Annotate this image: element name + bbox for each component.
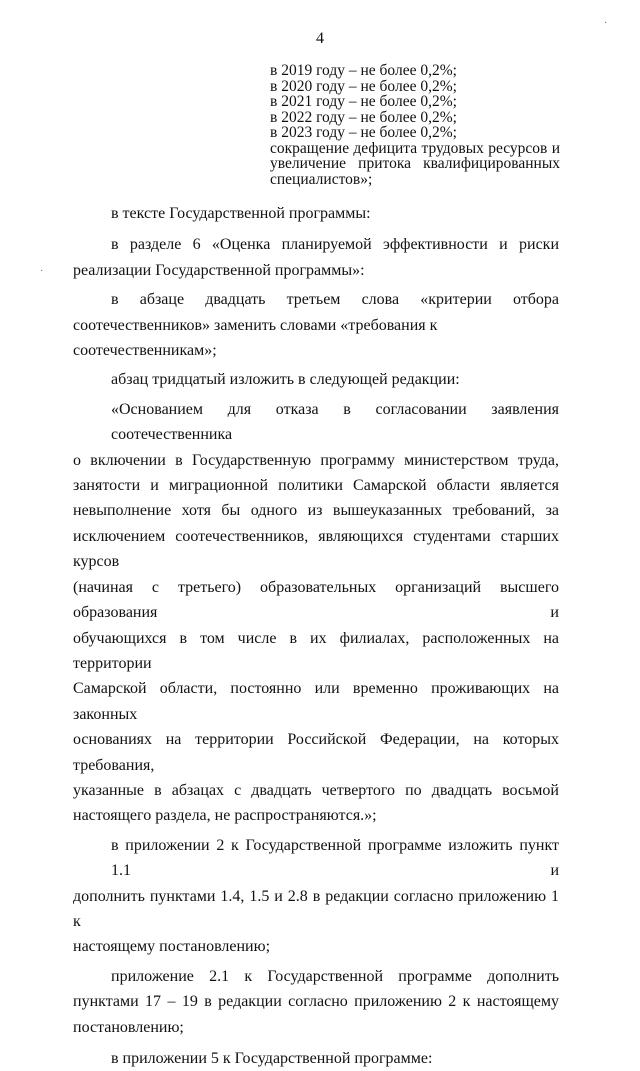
indicator-line-2022: в 2022 году – не более 0,2%; — [270, 108, 457, 126]
paragraph-appendix-2 — [73, 833, 559, 960]
new-wording-line-9: основаниях на территории Российской Федерации, на которых требования, — [73, 731, 559, 774]
new-wording-line-6: (начиная с третьего) образовательных организаций высшего образования и — [73, 578, 559, 622]
new-wording-line-11: настоящего раздела, не распространяются.»; — [73, 807, 377, 825]
paragraph-abzac-30: абзац тридцатый изложить в следующей редакции: — [111, 371, 460, 389]
indicator-line-2020: в 2020 году – не более 0,2%; — [270, 77, 457, 95]
expected-result-line-1: сокращение дефицита трудовых ресурсов и — [270, 139, 560, 157]
appendix-2-line-1: в приложении 2 к Государственной программе изложить пункт 1.1 и — [111, 836, 559, 880]
scan-speck: · — [40, 266, 44, 277]
new-wording-line-4: невыполнение хотя бы одного из вышеуказанных требований, за — [73, 502, 559, 520]
abzac-23-line-1: в абзаце двадцать третьем слова «критерии отбора — [111, 291, 559, 309]
new-wording-line-5: исключением соотечественников, являющихся студентами старших курсов — [73, 527, 559, 571]
appendix-2-1-line-2: пунктами 17 – 19 в редакции согласно приложению 2 к настоящему — [73, 993, 559, 1011]
new-wording-line-10: указанные в абзацах с двадцать четвертого по двадцать восьмой — [73, 781, 559, 799]
new-wording-line-7: обучающихся в том числе в их филиалах, расположенных на территории — [73, 629, 559, 672]
new-wording-line-1: «Основанием для отказа в согласовании заявления соотечественника — [111, 400, 559, 444]
indicator-line-2023: в 2023 году – не более 0,2%; — [270, 124, 457, 141]
appendix-2-line-2: дополнить пунктами 1.4, 1.5 и 2.8 в редакции согласно приложению 1 к — [73, 887, 559, 930]
section-6-line-1: в разделе 6 «Оценка планируемой эффективности и риски — [111, 236, 559, 254]
section-6-line-2: реализации Государственной программы»: — [73, 261, 365, 279]
page-number: 4 — [316, 30, 324, 47]
new-wording-line-8: Самарской области, постоянно или временно проживающих на законных — [73, 680, 559, 723]
paragraph-abzac-23 — [73, 287, 559, 363]
new-wording-line-3: занятости и миграционной политики Самарской области является — [73, 477, 559, 495]
paragraph-appendix-5: в приложении 5 к Государственной программе: — [111, 1050, 433, 1067]
indicator-line-2019: в 2019 году – не более 0,2%; — [270, 62, 457, 79]
paragraph-section-6 — [73, 232, 559, 283]
appendix-2-1-line-3: постановлению; — [73, 1018, 184, 1036]
appendix-2-line-3: настоящему постановлению; — [73, 938, 271, 956]
appendix-2-1-line-1: приложение 2.1 к Государственной программе дополнить — [111, 967, 559, 985]
expected-result-line-2: увеличение притока квалифицированных — [270, 155, 560, 172]
document-body — [73, 201, 559, 1071]
paragraph-new-wording — [73, 397, 559, 829]
scan-speck: · — [604, 18, 608, 29]
paragraph-program-text: в тексте Государственной программы: — [111, 205, 371, 222]
abzac-23-line-2: соотечественников» заменить словами «требования к соотечественникам»; — [73, 316, 438, 360]
expected-result-line-3: специалистов»; — [270, 170, 373, 188]
new-wording-line-2: о включении в Государственную программу министерством труда, — [73, 451, 559, 469]
paragraph-appendix-2-1 — [73, 964, 559, 1040]
target-indicator-block — [270, 63, 560, 187]
indicator-line-2021: в 2021 году – не более 0,2%; — [270, 93, 457, 110]
